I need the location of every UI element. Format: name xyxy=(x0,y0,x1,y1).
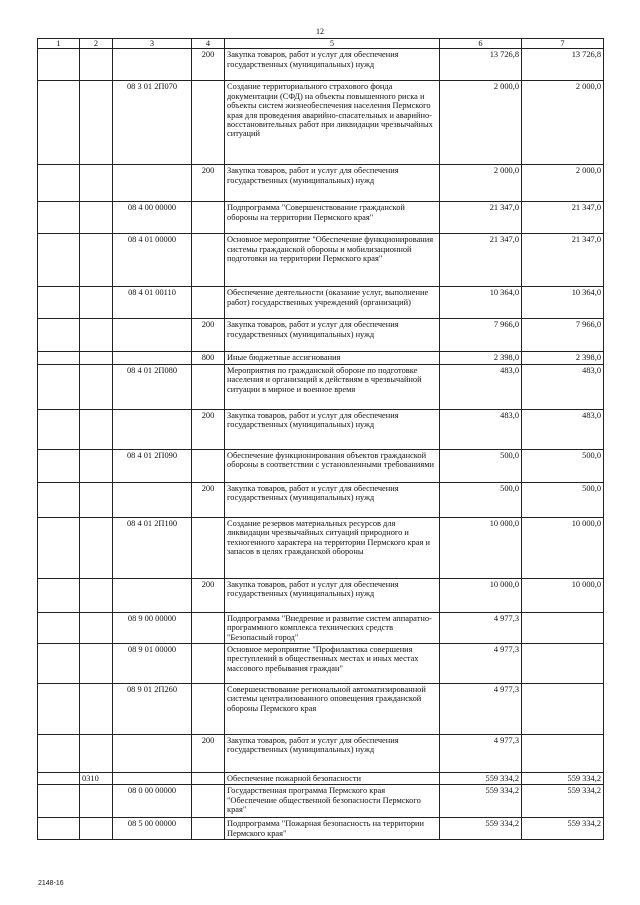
table-row xyxy=(38,517,604,578)
cell-name: Обеспечение функционирования объектов гражданской обороны в соответствии с установленными требованиями xyxy=(225,449,440,482)
cell-col-1 xyxy=(38,352,80,364)
table-row xyxy=(38,234,604,287)
table-row xyxy=(38,49,604,81)
cell-target-code xyxy=(113,735,192,773)
cell-section xyxy=(80,81,113,165)
header-col-2: 2 xyxy=(80,39,113,49)
cell-section xyxy=(80,644,113,684)
cell-name: Иные бюджетные ассигнования xyxy=(225,352,440,364)
header-col-6: 6 xyxy=(440,39,522,49)
table-row xyxy=(38,202,604,234)
cell-amount-col-7: 2 398,0 xyxy=(522,352,604,364)
cell-name: Совершенствование региональной автоматизированной системы централизованного оповещения гражданской обороны Пермского края xyxy=(225,684,440,735)
cell-col-1 xyxy=(38,578,80,612)
cell-section xyxy=(80,49,113,81)
cell-amount-col-7: 500,0 xyxy=(522,482,604,517)
cell-col-1 xyxy=(38,818,80,840)
cell-amount-col-7: 559 334,2 xyxy=(522,773,604,785)
table-row xyxy=(38,735,604,773)
cell-target-code xyxy=(113,482,192,517)
cell-expense-type xyxy=(192,785,225,818)
cell-section xyxy=(80,684,113,735)
cell-name: Основное мероприятие "Профилактика совершения преступлений в общественных местах и иных местах массового пребывания граждан" xyxy=(225,644,440,684)
cell-target-code: 08 4 01 2П090 xyxy=(113,449,192,482)
cell-section xyxy=(80,517,113,578)
table-row xyxy=(38,165,604,202)
cell-amount-col-7: 10 000,0 xyxy=(522,517,604,578)
cell-target-code xyxy=(113,352,192,364)
header-col-3: 3 xyxy=(113,39,192,49)
cell-amount-col-7: 483,0 xyxy=(522,409,604,449)
cell-name: Подпрограмма "Совершенствование гражданской обороны на территории Пермского края" xyxy=(225,202,440,234)
cell-name: Закупка товаров, работ и услуг для обеспечения государственных (муниципальных) нужд xyxy=(225,482,440,517)
cell-name: Обеспечение деятельности (оказание услуг, выполнение работ) государственных учреждений (организаций) xyxy=(225,287,440,319)
cell-target-code: 08 5 00 00000 xyxy=(113,818,192,840)
table-row xyxy=(38,364,604,409)
table-row xyxy=(38,449,604,482)
cell-section xyxy=(80,352,113,364)
cell-amount-col-7: 2 000,0 xyxy=(522,165,604,202)
cell-amount-col-7 xyxy=(522,644,604,684)
cell-section xyxy=(80,735,113,773)
cell-amount-col-7: 13 726,8 xyxy=(522,49,604,81)
cell-name: Закупка товаров, работ и услуг для обеспечения государственных (муниципальных) нужд xyxy=(225,578,440,612)
cell-expense-type: 800 xyxy=(192,352,225,364)
cell-amount-col-7: 7 966,0 xyxy=(522,319,604,352)
cell-amount-col-6: 500,0 xyxy=(440,482,522,517)
table-row xyxy=(38,644,604,684)
table-row xyxy=(38,612,604,643)
cell-target-code: 08 0 00 00000 xyxy=(113,785,192,818)
cell-amount-col-6: 4 977,3 xyxy=(440,644,522,684)
cell-amount-col-6: 10 000,0 xyxy=(440,517,522,578)
table-row xyxy=(38,785,604,818)
cell-expense-type: 200 xyxy=(192,165,225,202)
table-row xyxy=(38,773,604,785)
cell-expense-type: 200 xyxy=(192,735,225,773)
cell-amount-col-7: 21 347,0 xyxy=(522,202,604,234)
cell-section: 0310 xyxy=(80,773,113,785)
cell-name: Закупка товаров, работ и услуг для обеспечения государственных (муниципальных) нужд xyxy=(225,409,440,449)
cell-amount-col-6: 4 977,3 xyxy=(440,684,522,735)
cell-amount-col-6: 500,0 xyxy=(440,449,522,482)
cell-amount-col-6: 2 000,0 xyxy=(440,81,522,165)
cell-amount-col-7: 21 347,0 xyxy=(522,234,604,287)
cell-name: Основное мероприятие "Обеспечение функционирования системы гражданской обороны и мобилизационной подготовки на территории Пермского края" xyxy=(225,234,440,287)
cell-target-code: 08 9 01 2П260 xyxy=(113,684,192,735)
cell-section xyxy=(80,482,113,517)
cell-expense-type xyxy=(192,517,225,578)
cell-col-1 xyxy=(38,81,80,165)
cell-amount-col-7: 10 000,0 xyxy=(522,578,604,612)
cell-section xyxy=(80,319,113,352)
budget-table xyxy=(37,38,604,840)
cell-name: Мероприятия по гражданской обороне по подготовке населения и организаций к действиям в чрезвычайной ситуации в мирное и военное время xyxy=(225,364,440,409)
cell-name: Закупка товаров, работ и услуг для обеспечения государственных (муниципальных) нужд xyxy=(225,735,440,773)
table-row xyxy=(38,684,604,735)
cell-col-1 xyxy=(38,517,80,578)
header-col-4: 4 xyxy=(192,39,225,49)
cell-expense-type xyxy=(192,773,225,785)
cell-col-1 xyxy=(38,319,80,352)
cell-expense-type xyxy=(192,449,225,482)
cell-col-1 xyxy=(38,364,80,409)
cell-amount-col-6: 13 726,8 xyxy=(440,49,522,81)
cell-expense-type xyxy=(192,818,225,840)
cell-target-code: 08 4 01 2П100 xyxy=(113,517,192,578)
cell-target-code: 08 4 01 00000 xyxy=(113,234,192,287)
page-number: 12 xyxy=(316,27,324,36)
cell-expense-type xyxy=(192,234,225,287)
header-col-5: 5 xyxy=(225,39,440,49)
cell-name: Создание территориального страхового фонда документации (СФД) на объекты повышенного риска и объекты систем жизнеобеспечения населения Пермского края для проведения аварийно-спасательных и аварийно-восстановительных работ при ликвидации чрезвычайных ситуаций xyxy=(225,81,440,165)
cell-col-1 xyxy=(38,612,80,643)
cell-amount-col-7: 10 364,0 xyxy=(522,287,604,319)
cell-amount-col-6: 10 364,0 xyxy=(440,287,522,319)
cell-amount-col-6: 7 966,0 xyxy=(440,319,522,352)
cell-amount-col-7: 500,0 xyxy=(522,449,604,482)
cell-name: Закупка товаров, работ и услуг для обеспечения государственных (муниципальных) нужд xyxy=(225,165,440,202)
cell-amount-col-7: 2 000,0 xyxy=(522,81,604,165)
cell-expense-type: 200 xyxy=(192,482,225,517)
cell-section xyxy=(80,612,113,643)
header-col-1: 1 xyxy=(38,39,80,49)
cell-target-code xyxy=(113,773,192,785)
table-row xyxy=(38,352,604,364)
table-row xyxy=(38,578,604,612)
cell-target-code xyxy=(113,319,192,352)
header-col-7: 7 xyxy=(522,39,604,49)
cell-section xyxy=(80,364,113,409)
cell-expense-type xyxy=(192,644,225,684)
cell-expense-type: 200 xyxy=(192,578,225,612)
cell-amount-col-7: 559 334,2 xyxy=(522,818,604,840)
cell-section xyxy=(80,818,113,840)
cell-amount-col-6: 4 977,3 xyxy=(440,735,522,773)
cell-name: Государственная программа Пермского края "Обеспечение общественной безопасности Пермского края" xyxy=(225,785,440,818)
cell-col-1 xyxy=(38,684,80,735)
cell-target-code: 08 4 01 2П080 xyxy=(113,364,192,409)
cell-section xyxy=(80,165,113,202)
cell-expense-type xyxy=(192,202,225,234)
table-row xyxy=(38,482,604,517)
cell-col-1 xyxy=(38,482,80,517)
cell-expense-type xyxy=(192,287,225,319)
cell-section xyxy=(80,287,113,319)
table-body xyxy=(38,49,604,840)
cell-target-code: 08 4 00 00000 xyxy=(113,202,192,234)
cell-col-1 xyxy=(38,735,80,773)
table-row xyxy=(38,319,604,352)
cell-target-code: 08 9 00 00000 xyxy=(113,612,192,643)
cell-expense-type: 200 xyxy=(192,49,225,81)
cell-target-code: 08 4 01 00110 xyxy=(113,287,192,319)
cell-amount-col-6: 483,0 xyxy=(440,409,522,449)
cell-amount-col-6: 2 000,0 xyxy=(440,165,522,202)
cell-section xyxy=(80,202,113,234)
cell-col-1 xyxy=(38,773,80,785)
cell-name: Подпрограмма "Внедрение и развитие систем аппаратно-программного комплекса технических средств "Безопасный город" xyxy=(225,612,440,643)
cell-col-1 xyxy=(38,234,80,287)
cell-amount-col-6: 2 398,0 xyxy=(440,352,522,364)
cell-amount-col-7: 483,0 xyxy=(522,364,604,409)
cell-target-code xyxy=(113,578,192,612)
cell-col-1 xyxy=(38,449,80,482)
cell-col-1 xyxy=(38,287,80,319)
table-row xyxy=(38,287,604,319)
table-row xyxy=(38,81,604,165)
table-header-row xyxy=(38,39,604,49)
cell-amount-col-6: 483,0 xyxy=(440,364,522,409)
cell-col-1 xyxy=(38,644,80,684)
cell-expense-type xyxy=(192,364,225,409)
cell-amount-col-6: 21 347,0 xyxy=(440,234,522,287)
cell-target-code xyxy=(113,409,192,449)
cell-col-1 xyxy=(38,409,80,449)
cell-name: Закупка товаров, работ и услуг для обеспечения государственных (муниципальных) нужд xyxy=(225,319,440,352)
table-row xyxy=(38,818,604,840)
cell-amount-col-6: 559 334,2 xyxy=(440,773,522,785)
cell-target-code: 08 3 01 2П070 xyxy=(113,81,192,165)
cell-col-1 xyxy=(38,165,80,202)
cell-section xyxy=(80,409,113,449)
cell-expense-type xyxy=(192,612,225,643)
table-row xyxy=(38,409,604,449)
cell-target-code: 08 9 01 00000 xyxy=(113,644,192,684)
cell-target-code xyxy=(113,165,192,202)
cell-amount-col-6: 559 334,2 xyxy=(440,785,522,818)
cell-amount-col-7: 559 334,2 xyxy=(522,785,604,818)
cell-amount-col-6: 4 977,3 xyxy=(440,612,522,643)
cell-name: Создание резервов материальных ресурсов для ликвидации чрезвычайных ситуаций природного и техногенного характера на территории Пермского края и запасов в целях гражданской обороны xyxy=(225,517,440,578)
cell-section xyxy=(80,449,113,482)
footer-code: 2148-16 xyxy=(38,880,64,887)
cell-target-code xyxy=(113,49,192,81)
cell-col-1 xyxy=(38,202,80,234)
cell-name: Закупка товаров, работ и услуг для обеспечения государственных (муниципальных) нужд xyxy=(225,49,440,81)
cell-col-1 xyxy=(38,49,80,81)
cell-section xyxy=(80,234,113,287)
cell-section xyxy=(80,785,113,818)
cell-amount-col-6: 559 334,2 xyxy=(440,818,522,840)
cell-expense-type xyxy=(192,684,225,735)
cell-expense-type xyxy=(192,81,225,165)
cell-name: Обеспечение пожарной безопасности xyxy=(225,773,440,785)
cell-expense-type: 200 xyxy=(192,409,225,449)
cell-amount-col-6: 21 347,0 xyxy=(440,202,522,234)
cell-amount-col-7 xyxy=(522,735,604,773)
cell-amount-col-7 xyxy=(522,684,604,735)
cell-name: Подпрограмма "Пожарная безопасность на территории Пермского края" xyxy=(225,818,440,840)
cell-amount-col-6: 10 000,0 xyxy=(440,578,522,612)
cell-expense-type: 200 xyxy=(192,319,225,352)
cell-col-1 xyxy=(38,785,80,818)
cell-amount-col-7 xyxy=(522,612,604,643)
cell-section xyxy=(80,578,113,612)
